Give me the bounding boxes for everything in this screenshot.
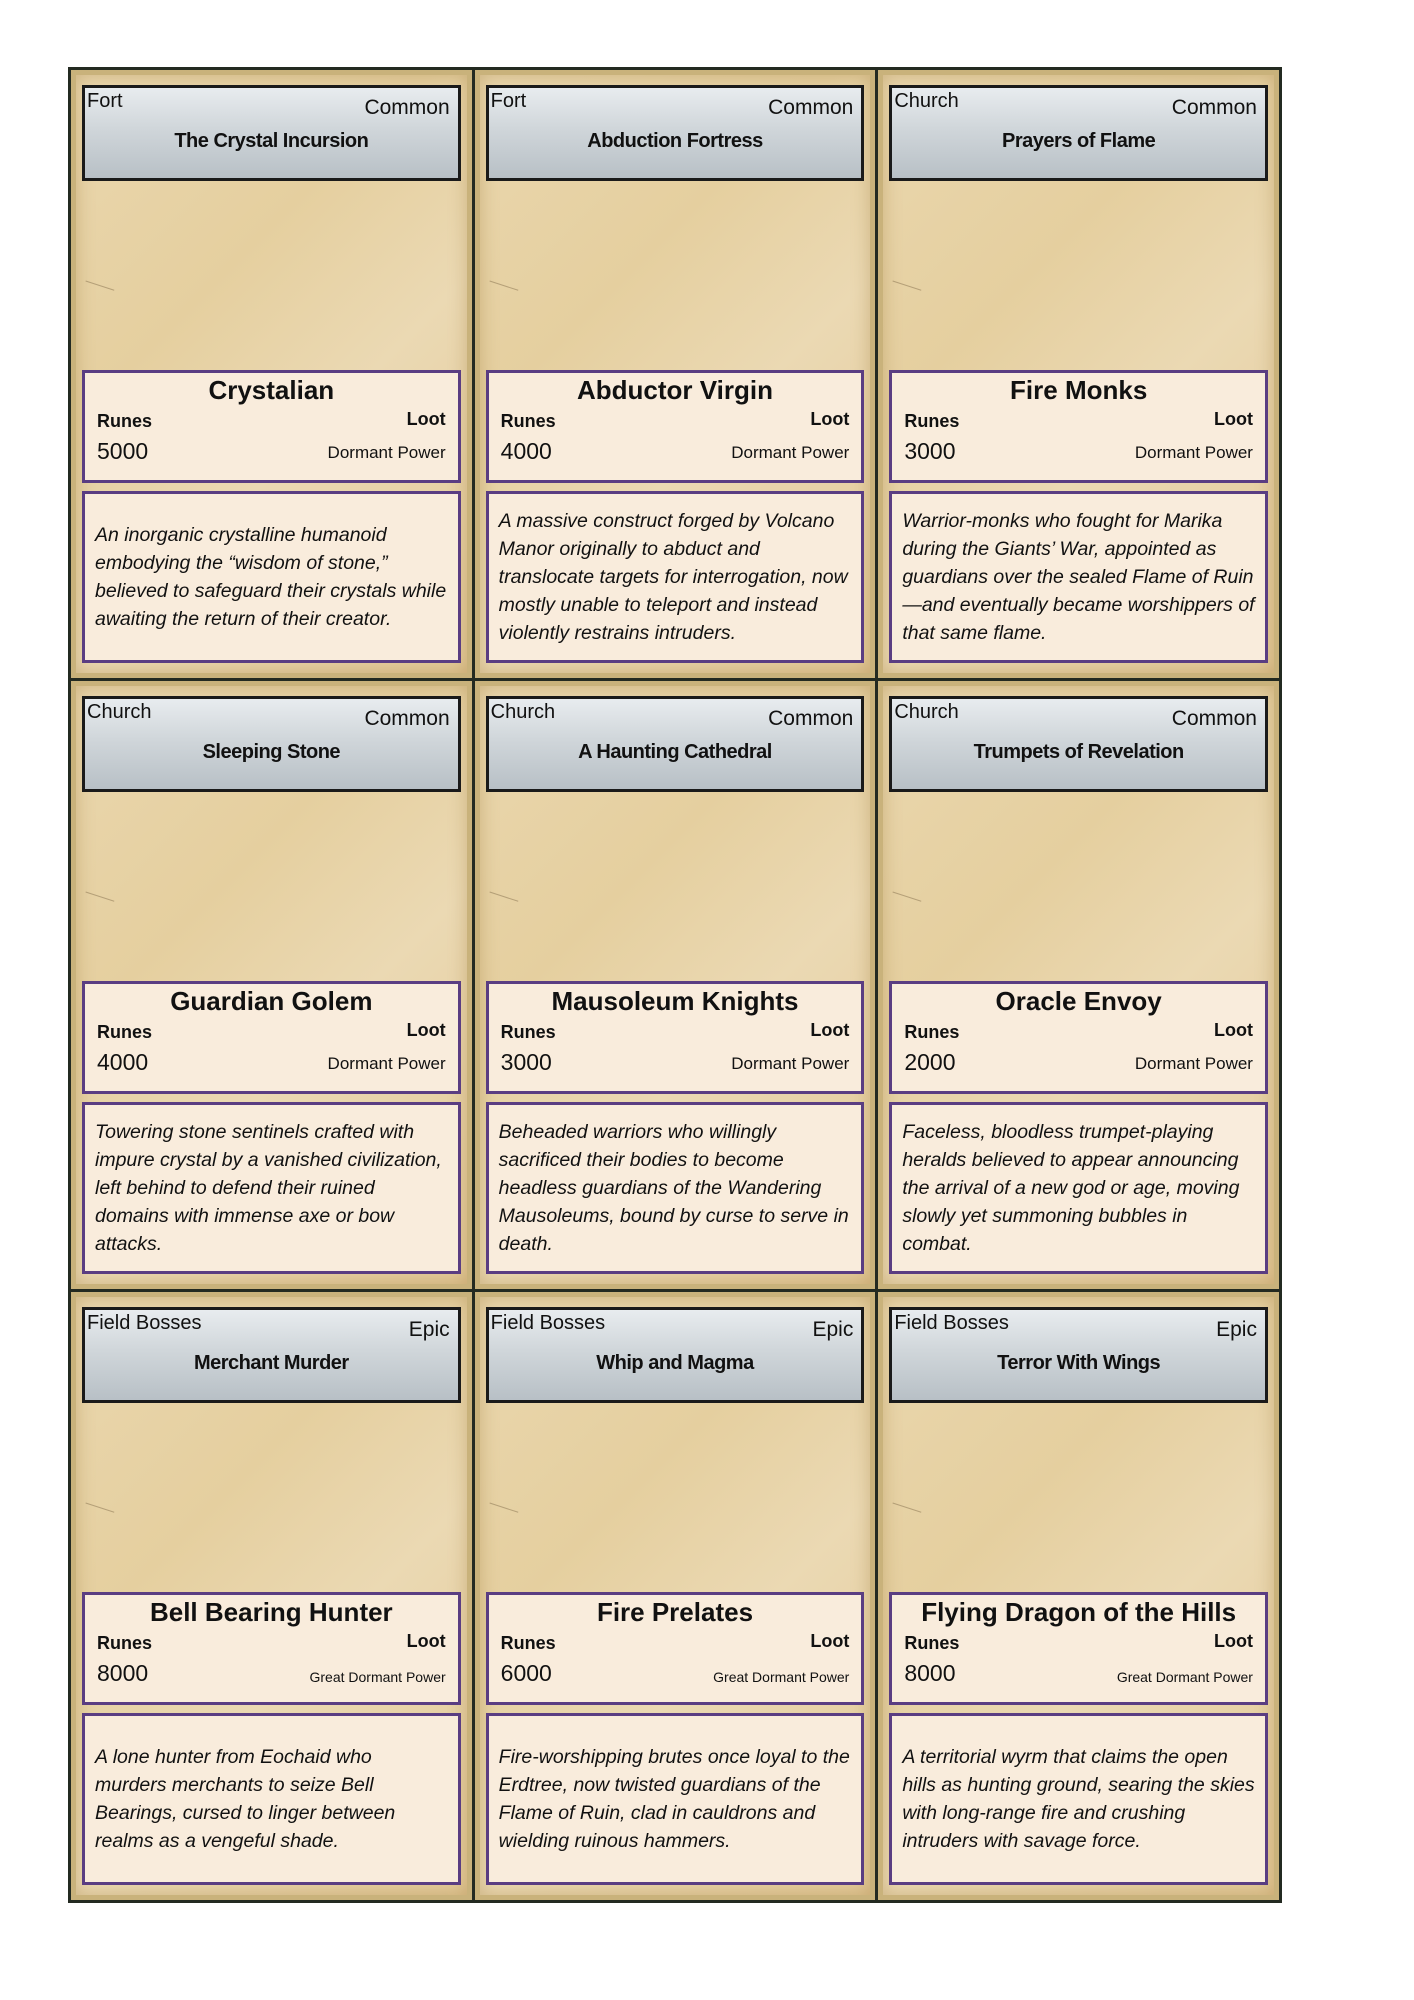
runes-label: Runes xyxy=(97,1022,153,1042)
card xyxy=(475,1292,876,1900)
card-title: Prayers of Flame xyxy=(1002,130,1156,152)
monster-name: Oracle Envoy xyxy=(995,986,1162,1016)
loot-value: Dormant Power xyxy=(731,1054,850,1073)
card xyxy=(71,681,472,1289)
runes-label: Runes xyxy=(500,411,556,431)
title-banner xyxy=(889,696,1268,792)
title-banner xyxy=(486,696,865,792)
card-description: Warrior-monks who fought for Marika during the Giants’ War, appointed as guardians over the sealed Flame of Ruin—and eventually became worshippers of that same flame. xyxy=(902,510,1255,644)
paper-crease xyxy=(487,281,518,297)
description-panel xyxy=(82,1713,461,1885)
card-description: Towering stone sentinels crafted with impure crystal by a vanished civilization, left behind to defend their ruined domains with immense axe or bow attacks. xyxy=(95,1121,442,1255)
loot-value: Great Dormant Power xyxy=(309,1669,446,1685)
card-rarity: Common xyxy=(364,707,450,730)
runes-value: 3000 xyxy=(904,438,956,464)
runes-value: 3000 xyxy=(500,1049,552,1075)
paper-crease xyxy=(487,1503,518,1519)
runes-value: 5000 xyxy=(97,438,149,464)
card-description: A massive construct forged by Volcano Manor originally to abduct and translocate targets for interrogation, now mostly unable to teleport and instead violently restrains intruders. xyxy=(498,510,848,644)
card-description: Faceless, bloodless trumpet-playing heralds believed to appear announcing the arrival of a new god or age, moving slowly yet summoning bubbles in combat. xyxy=(902,1121,1240,1255)
loot-value: Dormant Power xyxy=(1134,443,1253,462)
loot-value: Great Dormant Power xyxy=(1116,1669,1253,1685)
runes-value: 8000 xyxy=(904,1660,956,1686)
description-panel xyxy=(486,1713,865,1885)
runes-label: Runes xyxy=(97,411,153,431)
card xyxy=(878,681,1279,1289)
card-category: Field Bosses xyxy=(490,1312,606,1334)
monster-name: Bell Bearing Hunter xyxy=(149,1597,393,1627)
title-banner xyxy=(486,1307,865,1403)
stats-panel xyxy=(82,981,461,1094)
loot-value: Great Dormant Power xyxy=(713,1669,850,1685)
paper-crease xyxy=(84,892,115,908)
monster-name: Flying Dragon of the Hills xyxy=(921,1597,1237,1627)
paper-crease xyxy=(891,1503,922,1519)
runes-label: Runes xyxy=(97,1633,153,1653)
description-panel xyxy=(889,1102,1268,1274)
card-rarity: Common xyxy=(364,96,450,119)
monster-name: Fire Monks xyxy=(1010,375,1148,405)
title-banner xyxy=(82,85,461,181)
stats-panel xyxy=(889,1592,1268,1705)
loot-label: Loot xyxy=(406,1631,446,1651)
card-title: Trumpets of Revelation xyxy=(973,741,1184,763)
card-description: Beheaded warriors who willingly sacrificed their bodies to become headless guardians of the Wandering Mausoleums, bound by curse to serve in death. xyxy=(498,1121,849,1255)
paper-crease xyxy=(84,1503,115,1519)
runes-value: 8000 xyxy=(97,1660,149,1686)
runes-label: Runes xyxy=(904,1022,960,1042)
card-category: Fort xyxy=(490,90,527,112)
runes-value: 6000 xyxy=(500,1660,552,1686)
card-title: Whip and Magma xyxy=(596,1352,754,1374)
card xyxy=(475,681,876,1289)
runes-label: Runes xyxy=(904,1633,960,1653)
loot-label: Loot xyxy=(810,409,850,429)
card-title: Terror With Wings xyxy=(997,1352,1161,1374)
paper-crease xyxy=(891,892,922,908)
runes-label: Runes xyxy=(500,1633,556,1653)
card-rarity: Epic xyxy=(408,1318,450,1341)
card-rarity: Common xyxy=(768,707,854,730)
monster-name: Mausoleum Knights xyxy=(551,986,799,1016)
runes-value: 4000 xyxy=(97,1049,149,1075)
card xyxy=(878,70,1279,678)
loot-label: Loot xyxy=(810,1631,850,1651)
card xyxy=(71,1292,472,1900)
card-rarity: Epic xyxy=(812,1318,854,1341)
paper-crease xyxy=(891,281,922,297)
card-rarity: Common xyxy=(1171,707,1257,730)
stats-panel xyxy=(889,370,1268,483)
title-banner xyxy=(889,85,1268,181)
card-title: A Haunting Cathedral xyxy=(578,741,772,763)
card-description: A territorial wyrm that claims the open hills as hunting ground, searing the skies with long-range fire and crushing intruders with savage force. xyxy=(902,1746,1255,1852)
stats-panel xyxy=(486,370,865,483)
loot-label: Loot xyxy=(406,1020,446,1040)
paper-crease xyxy=(84,281,115,297)
paper-crease xyxy=(487,892,518,908)
card-category: Field Bosses xyxy=(87,1312,202,1334)
loot-value: Dormant Power xyxy=(327,1054,446,1073)
card-description: Fire-worshipping brutes once loyal to the Erdtree, now twisted guardians of the Flame of Ruin, clad in cauldrons and wielding ruinous hammers. xyxy=(498,1746,850,1852)
runes-value: 2000 xyxy=(904,1049,956,1075)
card-sheet xyxy=(68,67,1282,1903)
card-title: Merchant Murder xyxy=(193,1352,349,1374)
loot-label: Loot xyxy=(1214,1631,1253,1651)
card-title: The Crystal Incursion xyxy=(174,130,369,152)
card-category: Fort xyxy=(87,90,123,112)
loot-value: Dormant Power xyxy=(731,443,850,462)
stats-panel xyxy=(889,981,1268,1094)
card-category: Church xyxy=(490,701,556,723)
title-banner xyxy=(82,1307,461,1403)
stats-panel xyxy=(486,981,865,1094)
loot-label: Loot xyxy=(810,1020,850,1040)
description-panel xyxy=(889,491,1268,663)
card-rarity: Epic xyxy=(1216,1318,1257,1341)
card-rarity: Common xyxy=(1171,96,1257,119)
card-title: Abduction Fortress xyxy=(587,130,763,152)
card-category: Church xyxy=(894,701,959,723)
runes-label: Runes xyxy=(500,1022,556,1042)
card-category: Church xyxy=(894,90,959,112)
monster-name: Crystalian xyxy=(208,375,335,405)
loot-value: Dormant Power xyxy=(327,443,446,462)
description-panel xyxy=(486,1102,865,1274)
card-category: Church xyxy=(87,701,152,723)
card-rarity: Common xyxy=(768,96,854,119)
card xyxy=(475,70,876,678)
card-description: A lone hunter from Eochaid who murders merchants to seize Bell Bearings, cursed to linger between realms as a vengeful shade. xyxy=(95,1746,396,1852)
description-panel xyxy=(82,491,461,663)
loot-label: Loot xyxy=(406,409,446,429)
monster-name: Fire Prelates xyxy=(596,1597,754,1627)
card xyxy=(878,1292,1279,1900)
description-panel xyxy=(486,491,865,663)
runes-label: Runes xyxy=(904,411,960,431)
card-description: An inorganic crystalline humanoid embodying the “wisdom of stone,” believed to safeguard their crystals while awaiting the return of their creator. xyxy=(95,524,447,630)
loot-label: Loot xyxy=(1214,409,1253,429)
stats-panel xyxy=(82,1592,461,1705)
runes-value: 4000 xyxy=(500,438,552,464)
title-banner xyxy=(889,1307,1268,1403)
loot-label: Loot xyxy=(1214,1020,1253,1040)
card xyxy=(71,70,472,678)
card-category: Field Bosses xyxy=(894,1312,1009,1334)
monster-name: Guardian Golem xyxy=(170,986,373,1016)
monster-name: Abductor Virgin xyxy=(577,375,773,405)
description-panel xyxy=(82,1102,461,1274)
card-title: Sleeping Stone xyxy=(202,741,341,763)
loot-value: Dormant Power xyxy=(1134,1054,1253,1073)
description-panel xyxy=(889,1713,1268,1885)
title-banner xyxy=(82,696,461,792)
stats-panel xyxy=(486,1592,865,1705)
stats-panel xyxy=(82,370,461,483)
title-banner xyxy=(486,85,865,181)
